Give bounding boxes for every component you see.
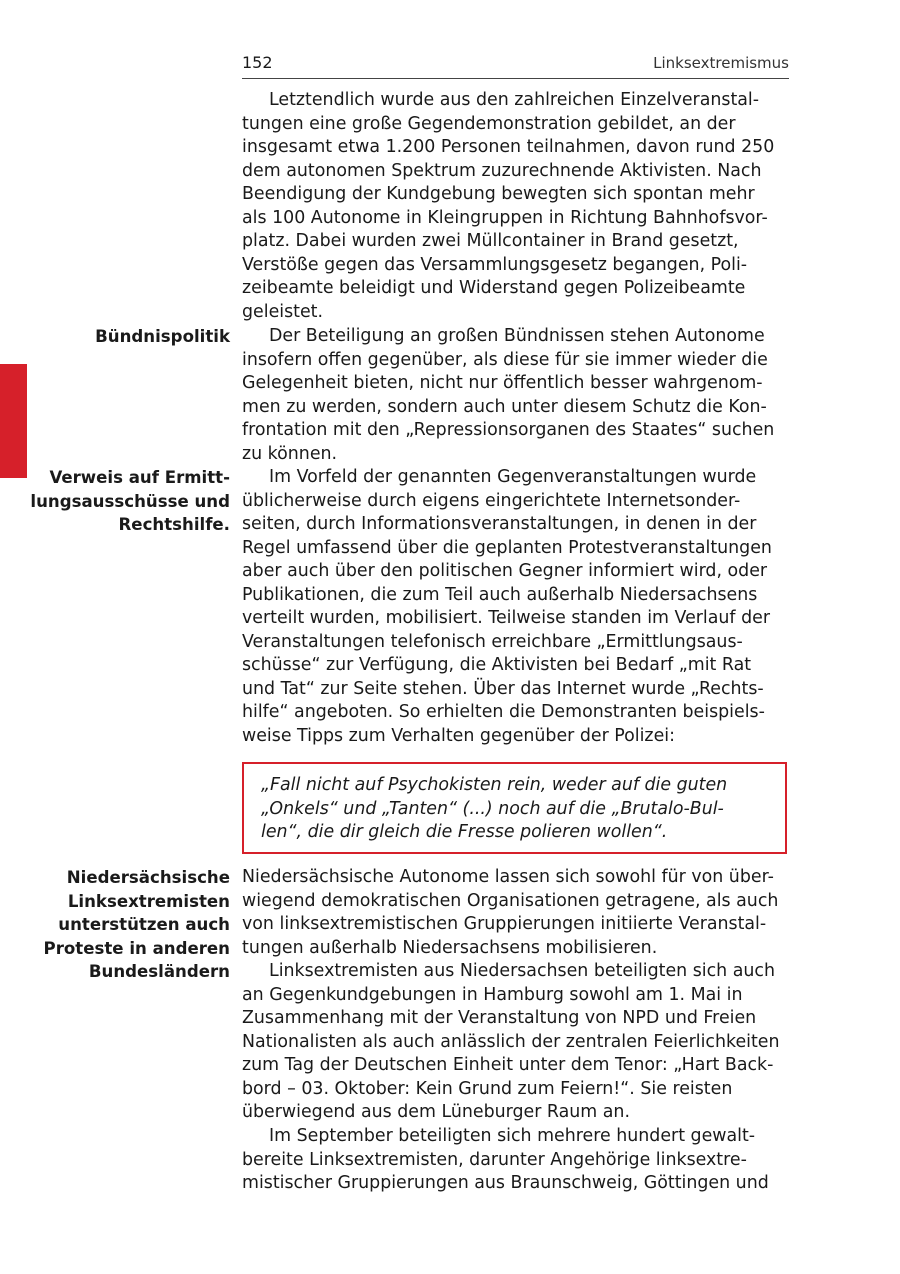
running-head: Linksextremismus (653, 54, 789, 72)
text-line: geleistet. (242, 301, 324, 322)
margin-heading-line: Linksextremisten (67, 891, 230, 911)
text-line: mistischer Gruppierungen aus Braunschweig, Göttingen und (242, 1173, 769, 1193)
margin-heading-line: Niedersächsische (66, 868, 230, 887)
text-line: platz. Dabei wurden zwei Müllcontainer in Brand gesetzt, (242, 231, 739, 251)
margin-heading-line: Bundesländern (88, 962, 230, 981)
text-line: dem autonomen Spektrum zuzurechnende Aktivisten. Nach (242, 160, 762, 181)
text-line: üblicherweise durch eigens eingerichtete Internetsonder- (242, 490, 741, 511)
text-line: bord – 03. Oktober: Kein Grund zum Feiern!“. Sie reisten (242, 1078, 733, 1099)
text-line: men zu werden, sondern auch unter diesem Schutz die Kon- (242, 396, 767, 417)
margin-heading-line: Verweis auf Ermitt- (49, 468, 230, 487)
text-line: und Tat“ zur Seite stehen. Über das Internet wurde „Rechts- (242, 678, 764, 699)
text-line: Verstöße gegen das Versammlungsgesetz begangen, Poli- (242, 254, 748, 275)
text-line: von linksextremistischen Gruppierungen initiierte Veranstal- (242, 914, 767, 934)
text-line: schüsse“ zur Verfügung, die Aktivisten bei Bedarf „mit Rat (242, 655, 752, 675)
margin-heading-niedersachsen (5, 866, 230, 984)
text-line: Im September beteiligten sich mehrere hundert gewalt- (269, 1126, 756, 1146)
paragraph-alliances (242, 325, 789, 466)
text-line: seiten, durch Informationsveranstaltungen, in denen in der (242, 514, 757, 534)
quote-line: „Onkels“ und „Tanten“ (...) noch auf die „Brutalo-Bul- (261, 798, 724, 819)
text-line: an Gegenkundgebungen in Hamburg sowohl am 1. Mai in (242, 984, 743, 1005)
text-line: verteilt wurden, mobilisiert. Teilweise standen im Verlauf der (242, 608, 770, 628)
quote-line: „Fall nicht auf Psychokisten rein, weder auf die guten (261, 775, 728, 795)
text-line: Regel umfassend über die geplanten Protestveranstaltungen (242, 537, 772, 558)
text-line: zeibeamte beleidigt und Widerstand gegen Polizeibeamte (242, 278, 746, 298)
chapter-marker-tab (0, 364, 27, 478)
text-line: hilfe“ angeboten. So erhielten die Demonstranten beispiels- (242, 702, 765, 722)
text-line: als 100 Autonome in Kleingruppen in Richtung Bahnhofsvor- (242, 207, 768, 228)
text-line: Gelegenheit bieten, nicht nur öffentlich besser wahrgenom- (242, 373, 763, 393)
margin-heading-buendnispolitik (5, 325, 230, 349)
text-line: Veranstaltungen telefonisch erreichbare „Ermittlungsaus- (242, 631, 743, 652)
text-line: Zusammenhang mit der Veranstaltung von NPD und Freien (242, 1008, 757, 1028)
text-line: Im Vorfeld der genannten Gegenveranstaltungen wurde (269, 467, 757, 487)
text-line: insofern offen gegenüber, als diese für sie immer wieder die (242, 349, 768, 370)
paragraph-hamburg (242, 960, 789, 1125)
text-line: Niedersächsische Autonome lassen sich sowohl für von über- (242, 867, 774, 887)
text-line: überwiegend aus dem Lüneburger Raum an. (242, 1102, 630, 1122)
text-line: weise Tipps zum Verhalten gegenüber der Polizei: (242, 725, 675, 746)
text-line: Nationalisten als auch anlässlich der zentralen Feierlichkeiten (242, 1031, 780, 1052)
text-line: zum Tag der Deutschen Einheit unter dem Tenor: „Hart Back- (242, 1055, 774, 1075)
quote-text (261, 774, 727, 845)
page-header (242, 52, 789, 79)
margin-heading-line: lungsausschüsse und (30, 491, 230, 511)
paragraph-september (242, 1125, 789, 1196)
text-line: aber auch über den politischen Gegner informiert wird, oder (242, 561, 768, 581)
text-line: Linksextremisten aus Niedersachsen beteiligten sich auch (269, 961, 775, 981)
page-number: 152 (242, 53, 273, 72)
text-line: tungen außerhalb Niedersachsens mobilisieren. (242, 937, 658, 958)
margin-heading-line: Bündnispolitik (95, 327, 230, 346)
text-line: tungen eine große Gegendemonstration gebildet, an der (242, 113, 736, 134)
paragraph-aftermath (242, 89, 789, 324)
margin-heading-line: Proteste in anderen (43, 938, 230, 958)
text-line: Publikationen, die zum Teil auch außerhalb Niedersachsens (242, 584, 758, 605)
text-line: Der Beteiligung an großen Bündnissen stehen Autonome (269, 326, 765, 346)
paragraph-mobilization (242, 466, 789, 748)
margin-heading-verweis (5, 466, 230, 537)
text-line: bereite Linksextremisten, darunter Angehörige linksextre- (242, 1149, 747, 1170)
quote-box (242, 762, 787, 854)
quote-line: len“, die dir gleich die Fresse polieren wollen“. (261, 822, 668, 842)
text-line: wiegend demokratischen Organisationen getragene, als auch (242, 890, 779, 911)
text-line: zu können. (242, 443, 338, 464)
margin-heading-line: Rechtshilfe. (118, 515, 230, 534)
text-line: frontation mit den „Repressionsorganen des Staates“ suchen (242, 420, 775, 440)
text-line: Beendigung der Kundgebung bewegten sich spontan mehr (242, 184, 755, 204)
paragraph-regional-mobilization (242, 866, 789, 960)
margin-heading-line: unterstützen auch (58, 915, 230, 934)
text-line: insgesamt etwa 1.200 Personen teilnahmen, davon rund 250 (242, 137, 775, 157)
text-line: Letztendlich wurde aus den zahlreichen Einzelveranstal- (269, 90, 760, 110)
